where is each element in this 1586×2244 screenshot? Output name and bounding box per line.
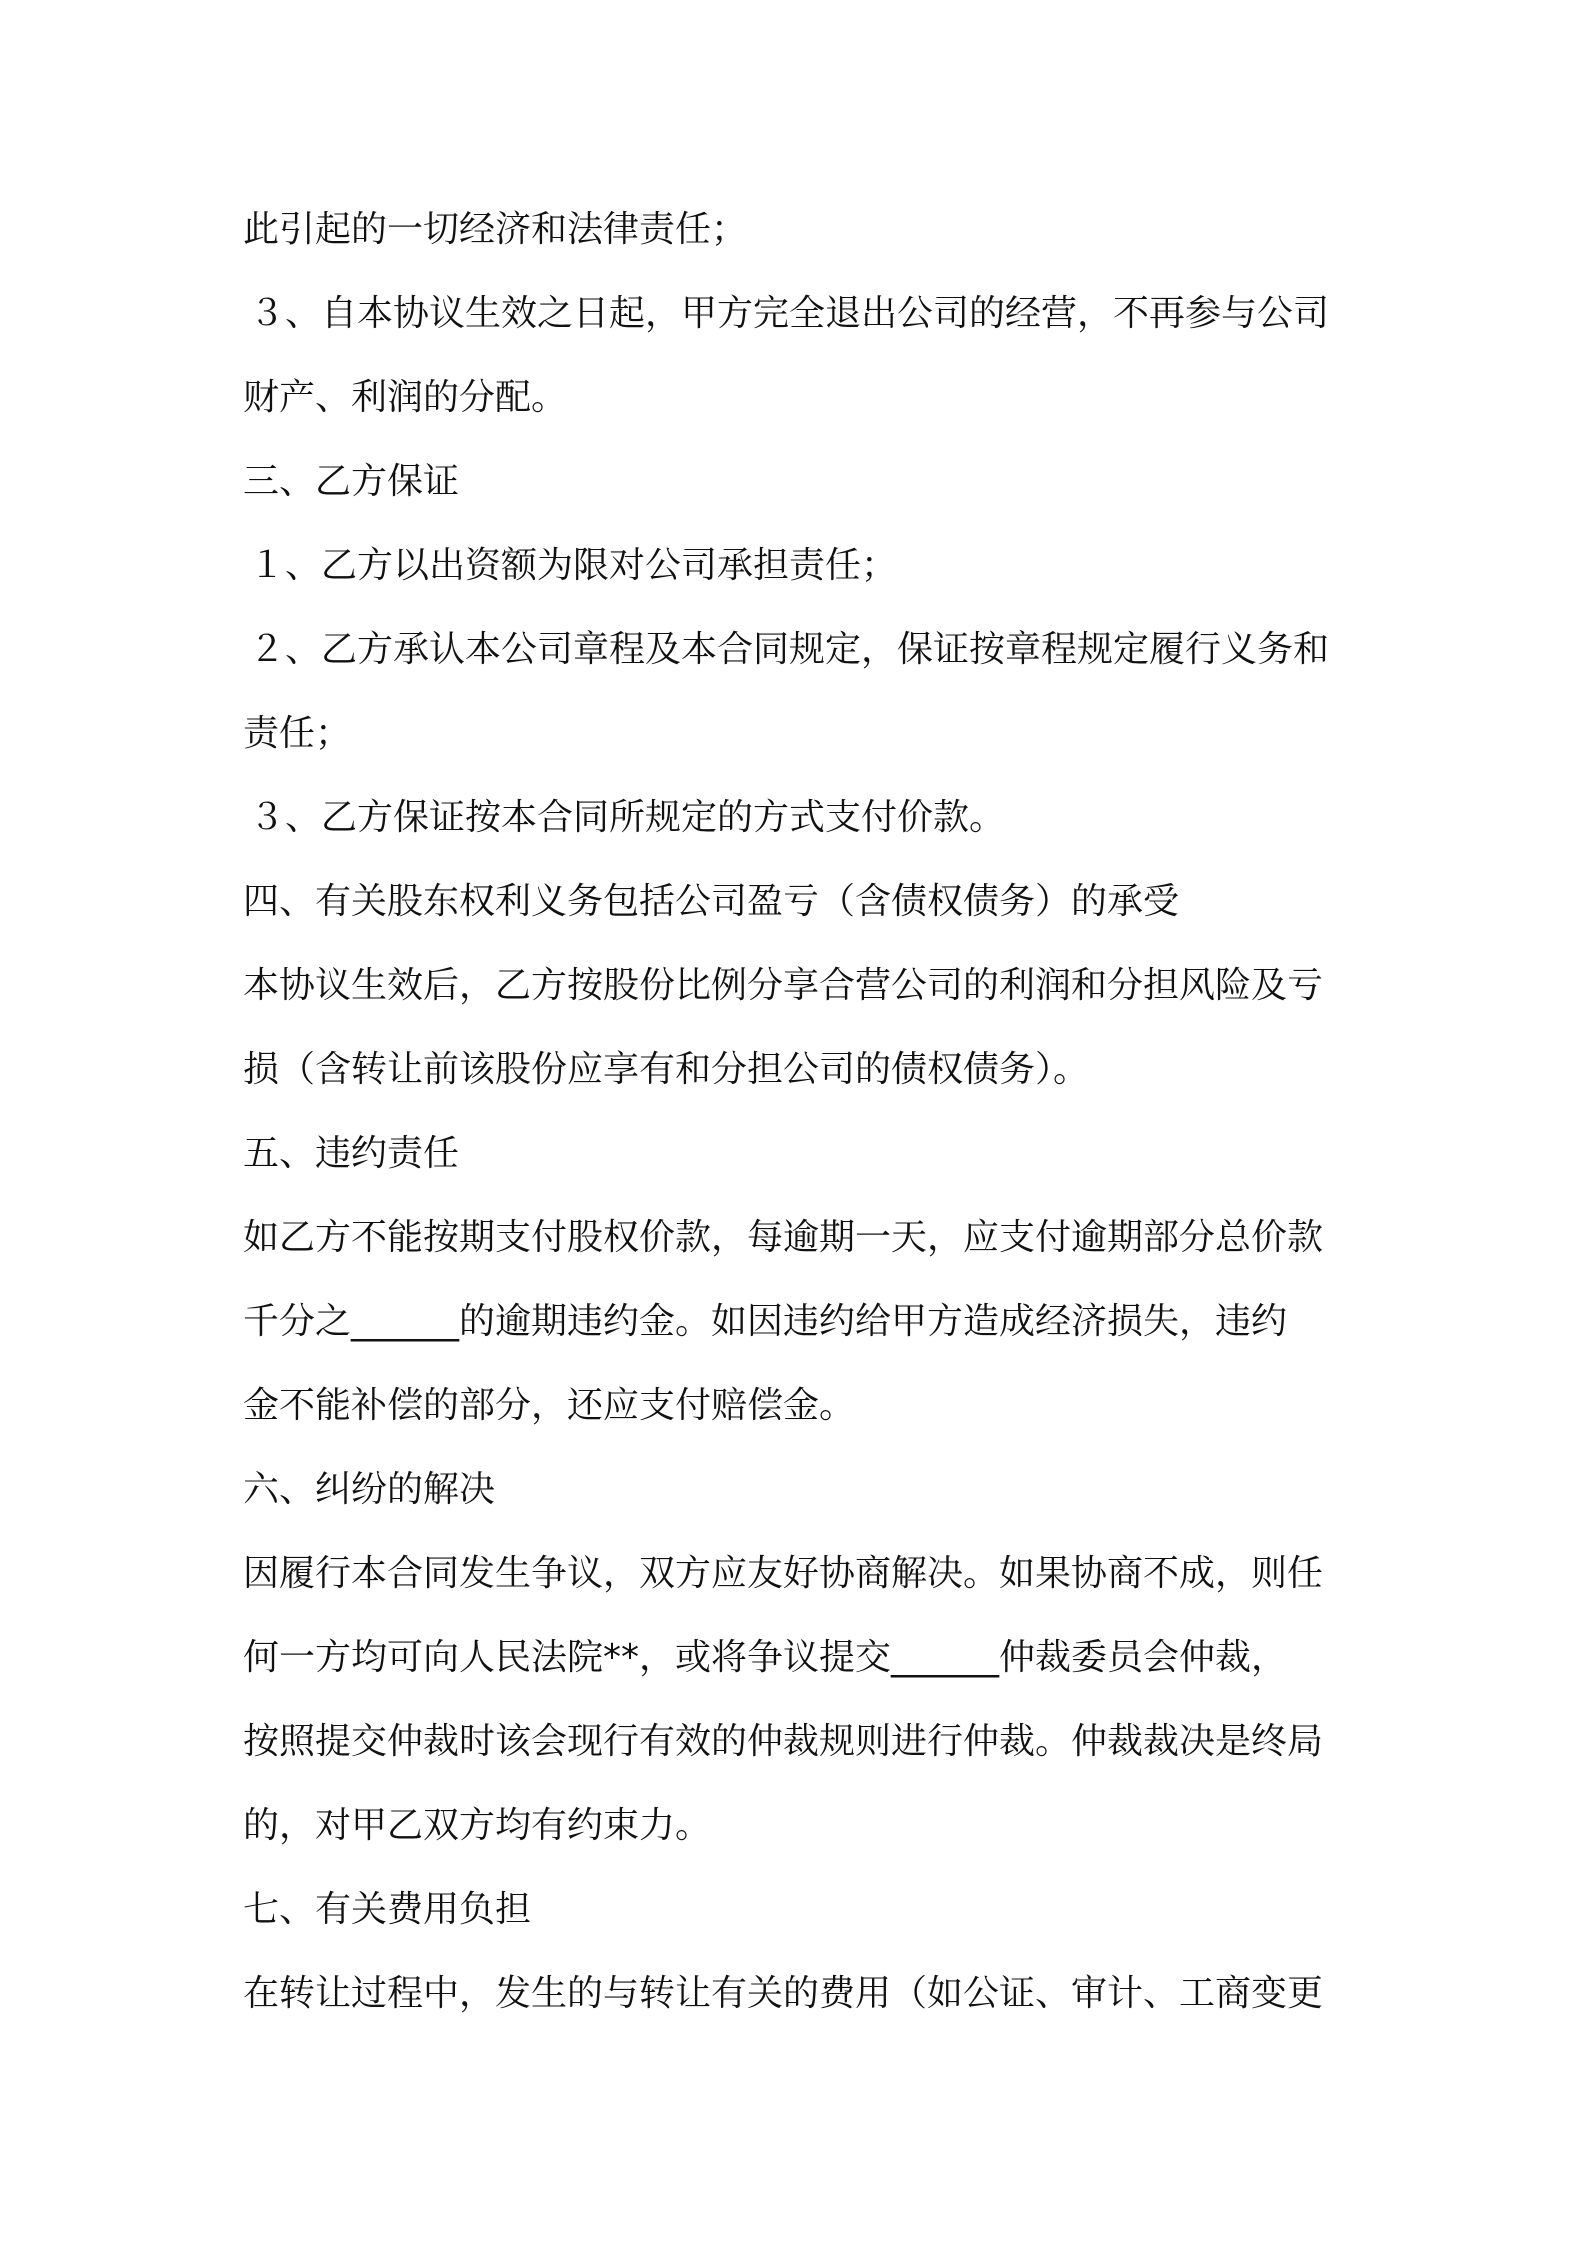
section-heading: 七、有关费用负担 (243, 1889, 532, 1930)
text-line: 损（含转让前该股份应享有和分担公司的债权债务）。 (243, 1049, 1090, 1090)
section-heading: 五、违约责任 (243, 1133, 460, 1174)
text-line: 在转让过程中，发生的与转让有关的费用（如公证、审计、工商变更 (243, 1973, 1324, 2014)
text-line: 何一方均可向人民法院**，或将争议提交______仲裁委员会仲裁， (243, 1637, 1288, 1678)
section-heading: 三、乙方保证 (243, 461, 460, 502)
section-heading: 六、纠纷的解决 (243, 1469, 496, 1510)
text-line: 的，对甲乙双方均有约束力。 (243, 1805, 712, 1846)
section-heading: 四、有关股东权利义务包括公司盈亏（含债权债务）的承受 (243, 881, 1180, 922)
text-line: 千分之______的逾期违约金。如因违约给甲方造成经济损失，违约 (243, 1301, 1288, 1342)
text-line: 因履行本合同发生争议，双方应友好协商解决。如果协商不成，则任 (243, 1553, 1324, 1594)
document-body (243, 200, 1353, 2048)
text-line: 此引起的一切经济和法律责任； (243, 209, 748, 250)
text-line: 财产、利润的分配。 (243, 377, 568, 418)
text-line: 本协议生效后，乙方按股份比例分享合营公司的利润和分担风险及亏 (243, 965, 1324, 1006)
text-line: 按照提交仲裁时该会现行有效的仲裁规则进行仲裁。仲裁裁决是终局 (243, 1721, 1324, 1762)
text-line: ２、乙方承认本公司章程及本合同规定，保证按章程规定履行义务和 (249, 629, 1330, 670)
text-line: ３、自本协议生效之日起，甲方完全退出公司的经营，不再参与公司 (249, 293, 1330, 334)
text-line: 如乙方不能按期支付股权价款，每逾期一天，应支付逾期部分总价款 (243, 1217, 1324, 1258)
text-line: ３、乙方保证按本合同所规定的方式支付价款。 (249, 797, 1006, 838)
text-line: 责任； (243, 713, 352, 754)
text-line: 金不能补偿的部分，还应支付赔偿金。 (243, 1385, 856, 1426)
text-line: １、乙方以出资额为限对公司承担责任； (249, 545, 898, 586)
